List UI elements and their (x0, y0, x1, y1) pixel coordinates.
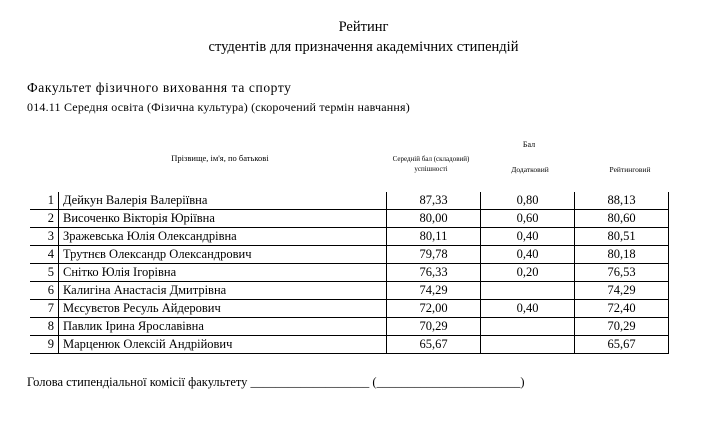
additional-score: 0,40 (481, 228, 575, 246)
document-subtitle: студентів для призначення академічних стипендій (208, 39, 519, 55)
row-number: 7 (30, 300, 59, 318)
row-number: 2 (30, 210, 59, 228)
additional-score: 0,40 (481, 246, 575, 264)
rating-score: 88,13 (575, 192, 669, 210)
student-name: Снітко Юлія Ігорівна (59, 264, 387, 282)
row-number: 4 (30, 246, 59, 264)
student-name: Мєсувєтов Ресуль Айдерович (59, 300, 387, 318)
average-score: 76,33 (387, 264, 481, 282)
row-number: 6 (30, 282, 59, 300)
student-name: Дейкун Валерія Валеріївна (59, 192, 387, 210)
header-bal: Бал (522, 140, 536, 149)
additional-score: 0,60 (481, 210, 575, 228)
signature-line: Голова стипендіальної комісії факультету ___________________ (_______________________) (27, 375, 525, 389)
rating-score: 65,67 (575, 336, 669, 354)
table-row (30, 210, 669, 228)
table-row (30, 282, 669, 300)
average-score: 70,29 (387, 318, 481, 336)
average-score: 72,00 (387, 300, 481, 318)
average-score: 74,29 (387, 282, 481, 300)
average-score: 87,33 (387, 192, 481, 210)
row-number: 8 (30, 318, 59, 336)
row-number: 3 (30, 228, 59, 246)
student-name: Калигіна Анастасія Дмитрівна (59, 282, 387, 300)
table-row (30, 300, 669, 318)
header-average: Середній бал (складовий) успішності (392, 155, 470, 173)
table-row (30, 228, 669, 246)
table-row (30, 264, 669, 282)
student-name: Височенко Вікторія Юріївна (59, 210, 387, 228)
student-name: Зражевська Юлія Олександрівна (59, 228, 387, 246)
student-name: Павлик Ірина Ярославівна (59, 318, 387, 336)
specialty-name: 014.11 Середня освіта (Фізична культура) (скорочений термін навчання) (27, 100, 410, 114)
table-row (30, 192, 669, 210)
row-number: 5 (30, 264, 59, 282)
additional-score (481, 318, 575, 336)
average-score: 65,67 (387, 336, 481, 354)
header-name: Прізвище, ім'я, по батькові (171, 153, 269, 163)
rating-score: 74,29 (575, 282, 669, 300)
table-row (30, 336, 669, 354)
rating-table (30, 192, 669, 354)
row-number: 1 (30, 192, 59, 210)
additional-score: 0,40 (481, 300, 575, 318)
additional-score (481, 336, 575, 354)
header-rating: Рейтинговий (609, 165, 651, 174)
faculty-name: Факультет фізичного виховання та спорту (27, 80, 292, 95)
rating-score: 72,40 (575, 300, 669, 318)
average-score: 80,11 (387, 228, 481, 246)
table-row (30, 318, 669, 336)
student-name: Трутнєв Олександр Олександрович (59, 246, 387, 264)
average-score: 80,00 (387, 210, 481, 228)
header-additional: Додатковий (511, 165, 549, 174)
row-number: 9 (30, 336, 59, 354)
rating-score: 70,29 (575, 318, 669, 336)
additional-score (481, 282, 575, 300)
document-title: Рейтинг (338, 19, 389, 35)
rating-score: 80,18 (575, 246, 669, 264)
additional-score: 0,20 (481, 264, 575, 282)
rating-score: 80,51 (575, 228, 669, 246)
rating-score: 80,60 (575, 210, 669, 228)
table-row (30, 246, 669, 264)
average-score: 79,78 (387, 246, 481, 264)
student-name: Марценюк Олексій Андрійович (59, 336, 387, 354)
rating-score: 76,53 (575, 264, 669, 282)
additional-score: 0,80 (481, 192, 575, 210)
